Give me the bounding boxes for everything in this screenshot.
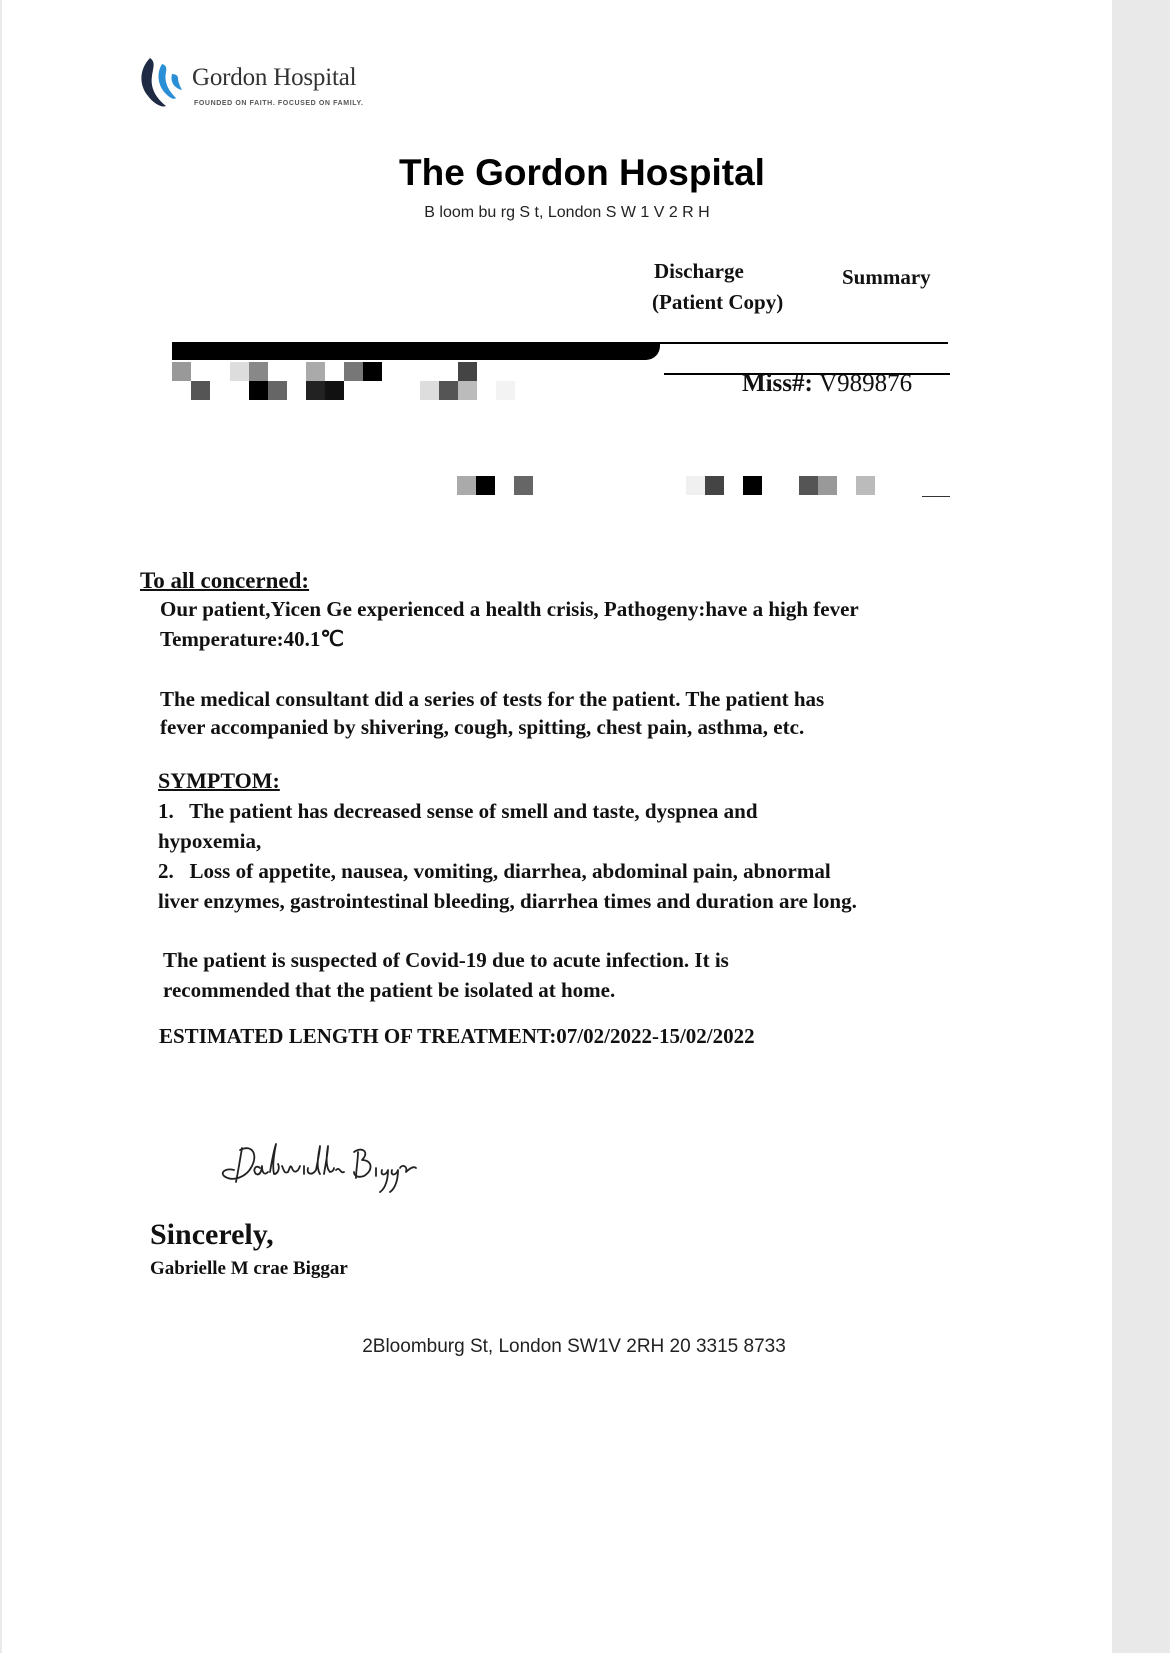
list-item-continuation: hypoxemia, [158, 829, 262, 853]
closing-sincerely: Sincerely, [150, 1218, 274, 1251]
redaction-pixel [249, 362, 268, 381]
redaction-pixel [856, 476, 875, 495]
list-item-text: The patient has decreased sense of smell and taste, dyspnea and [189, 799, 758, 823]
redaction-pixel [818, 476, 837, 495]
redaction-pixel [705, 476, 724, 495]
treatment-period: ESTIMATED LENGTH OF TREATMENT:07/02/2022-15/02/2022 [159, 1024, 755, 1048]
text-line: The patient is suspected of Covid-19 due to acute infection. It is [163, 948, 729, 972]
logo-tagline: FOUNDED ON FAITH. FOCUSED ON FAMILY. [194, 100, 364, 107]
redaction-pixel [514, 476, 533, 495]
divider-line [922, 496, 950, 497]
hospital-logo-icon [136, 54, 188, 110]
redaction-pixel [306, 362, 325, 381]
redaction-pixel [686, 476, 705, 495]
redaction-pixel [799, 476, 818, 495]
redaction-pixel [230, 362, 249, 381]
redaction-bar [172, 342, 660, 360]
text-line: Temperature:40.1℃ [160, 627, 344, 651]
logo-wordmark: Gordon Hospital [192, 64, 357, 91]
paragraph-tests [160, 685, 940, 741]
hospital-address: B loom bu rg S t, London S W 1 V 2 R H [424, 204, 710, 221]
redaction-pixel [249, 381, 268, 400]
redaction-pixel [476, 476, 495, 495]
redaction-pixel [344, 362, 363, 381]
redaction-pixel [458, 381, 477, 400]
symptom-list [158, 796, 948, 916]
divider-line [652, 342, 948, 344]
handwritten-signature [212, 1130, 422, 1200]
list-item [158, 856, 948, 886]
symptom-heading: SYMPTOM: [158, 768, 280, 793]
doc-type-summary: Summary [842, 265, 931, 289]
list-item-number: 2. [158, 859, 174, 883]
footer-address: 2Bloomburg St, London SW1V 2RH 20 3315 8733 [362, 1336, 786, 1357]
redaction-pixel [325, 381, 344, 400]
list-item [158, 796, 948, 826]
redaction-pixel [363, 362, 382, 381]
redaction-pixel [496, 381, 515, 400]
redaction-pixel [191, 381, 210, 400]
patient-reference-label: Miss#: [742, 370, 813, 397]
salutation: To all concerned: [140, 568, 310, 593]
patient-reference-value: V989876 [819, 370, 913, 397]
text-line: The medical consultant did a series of tests for the patient. The patient has [160, 687, 825, 711]
redaction-pixel [172, 362, 191, 381]
list-item-continuation: liver enzymes, gastrointestinal bleeding, diarrhea times and duration are long. [158, 889, 857, 913]
redaction-pixel [439, 381, 458, 400]
paragraph-crisis [160, 594, 940, 654]
redaction-pixel [420, 381, 439, 400]
redaction-pixel [743, 476, 762, 495]
list-item-number: 1. [158, 799, 174, 823]
hospital-title: The Gordon Hospital [399, 152, 765, 193]
text-line: Our patient,Yicen Ge experienced a health crisis, Pathogeny:have a high fever [160, 597, 859, 621]
patient-reference [742, 370, 912, 398]
doc-type-patient-copy: (Patient Copy) [652, 290, 784, 314]
redaction-pixel [458, 362, 477, 381]
redaction-pixel [306, 381, 325, 400]
doc-type-discharge: Discharge [654, 259, 744, 283]
text-line: recommended that the patient be isolated at home. [163, 978, 616, 1002]
signer-name: Gabrielle M crae Biggar [150, 1258, 348, 1279]
redaction-pixel [457, 476, 476, 495]
text-line: fever accompanied by shivering, cough, spitting, chest pain, asthma, etc. [160, 715, 805, 739]
redaction-pixel [268, 381, 287, 400]
list-item-text: Loss of appetite, nausea, vomiting, diarrhea, abdominal pain, abnormal [189, 859, 831, 883]
paragraph-diagnosis [163, 945, 943, 1005]
document-page [2, 0, 1112, 1653]
